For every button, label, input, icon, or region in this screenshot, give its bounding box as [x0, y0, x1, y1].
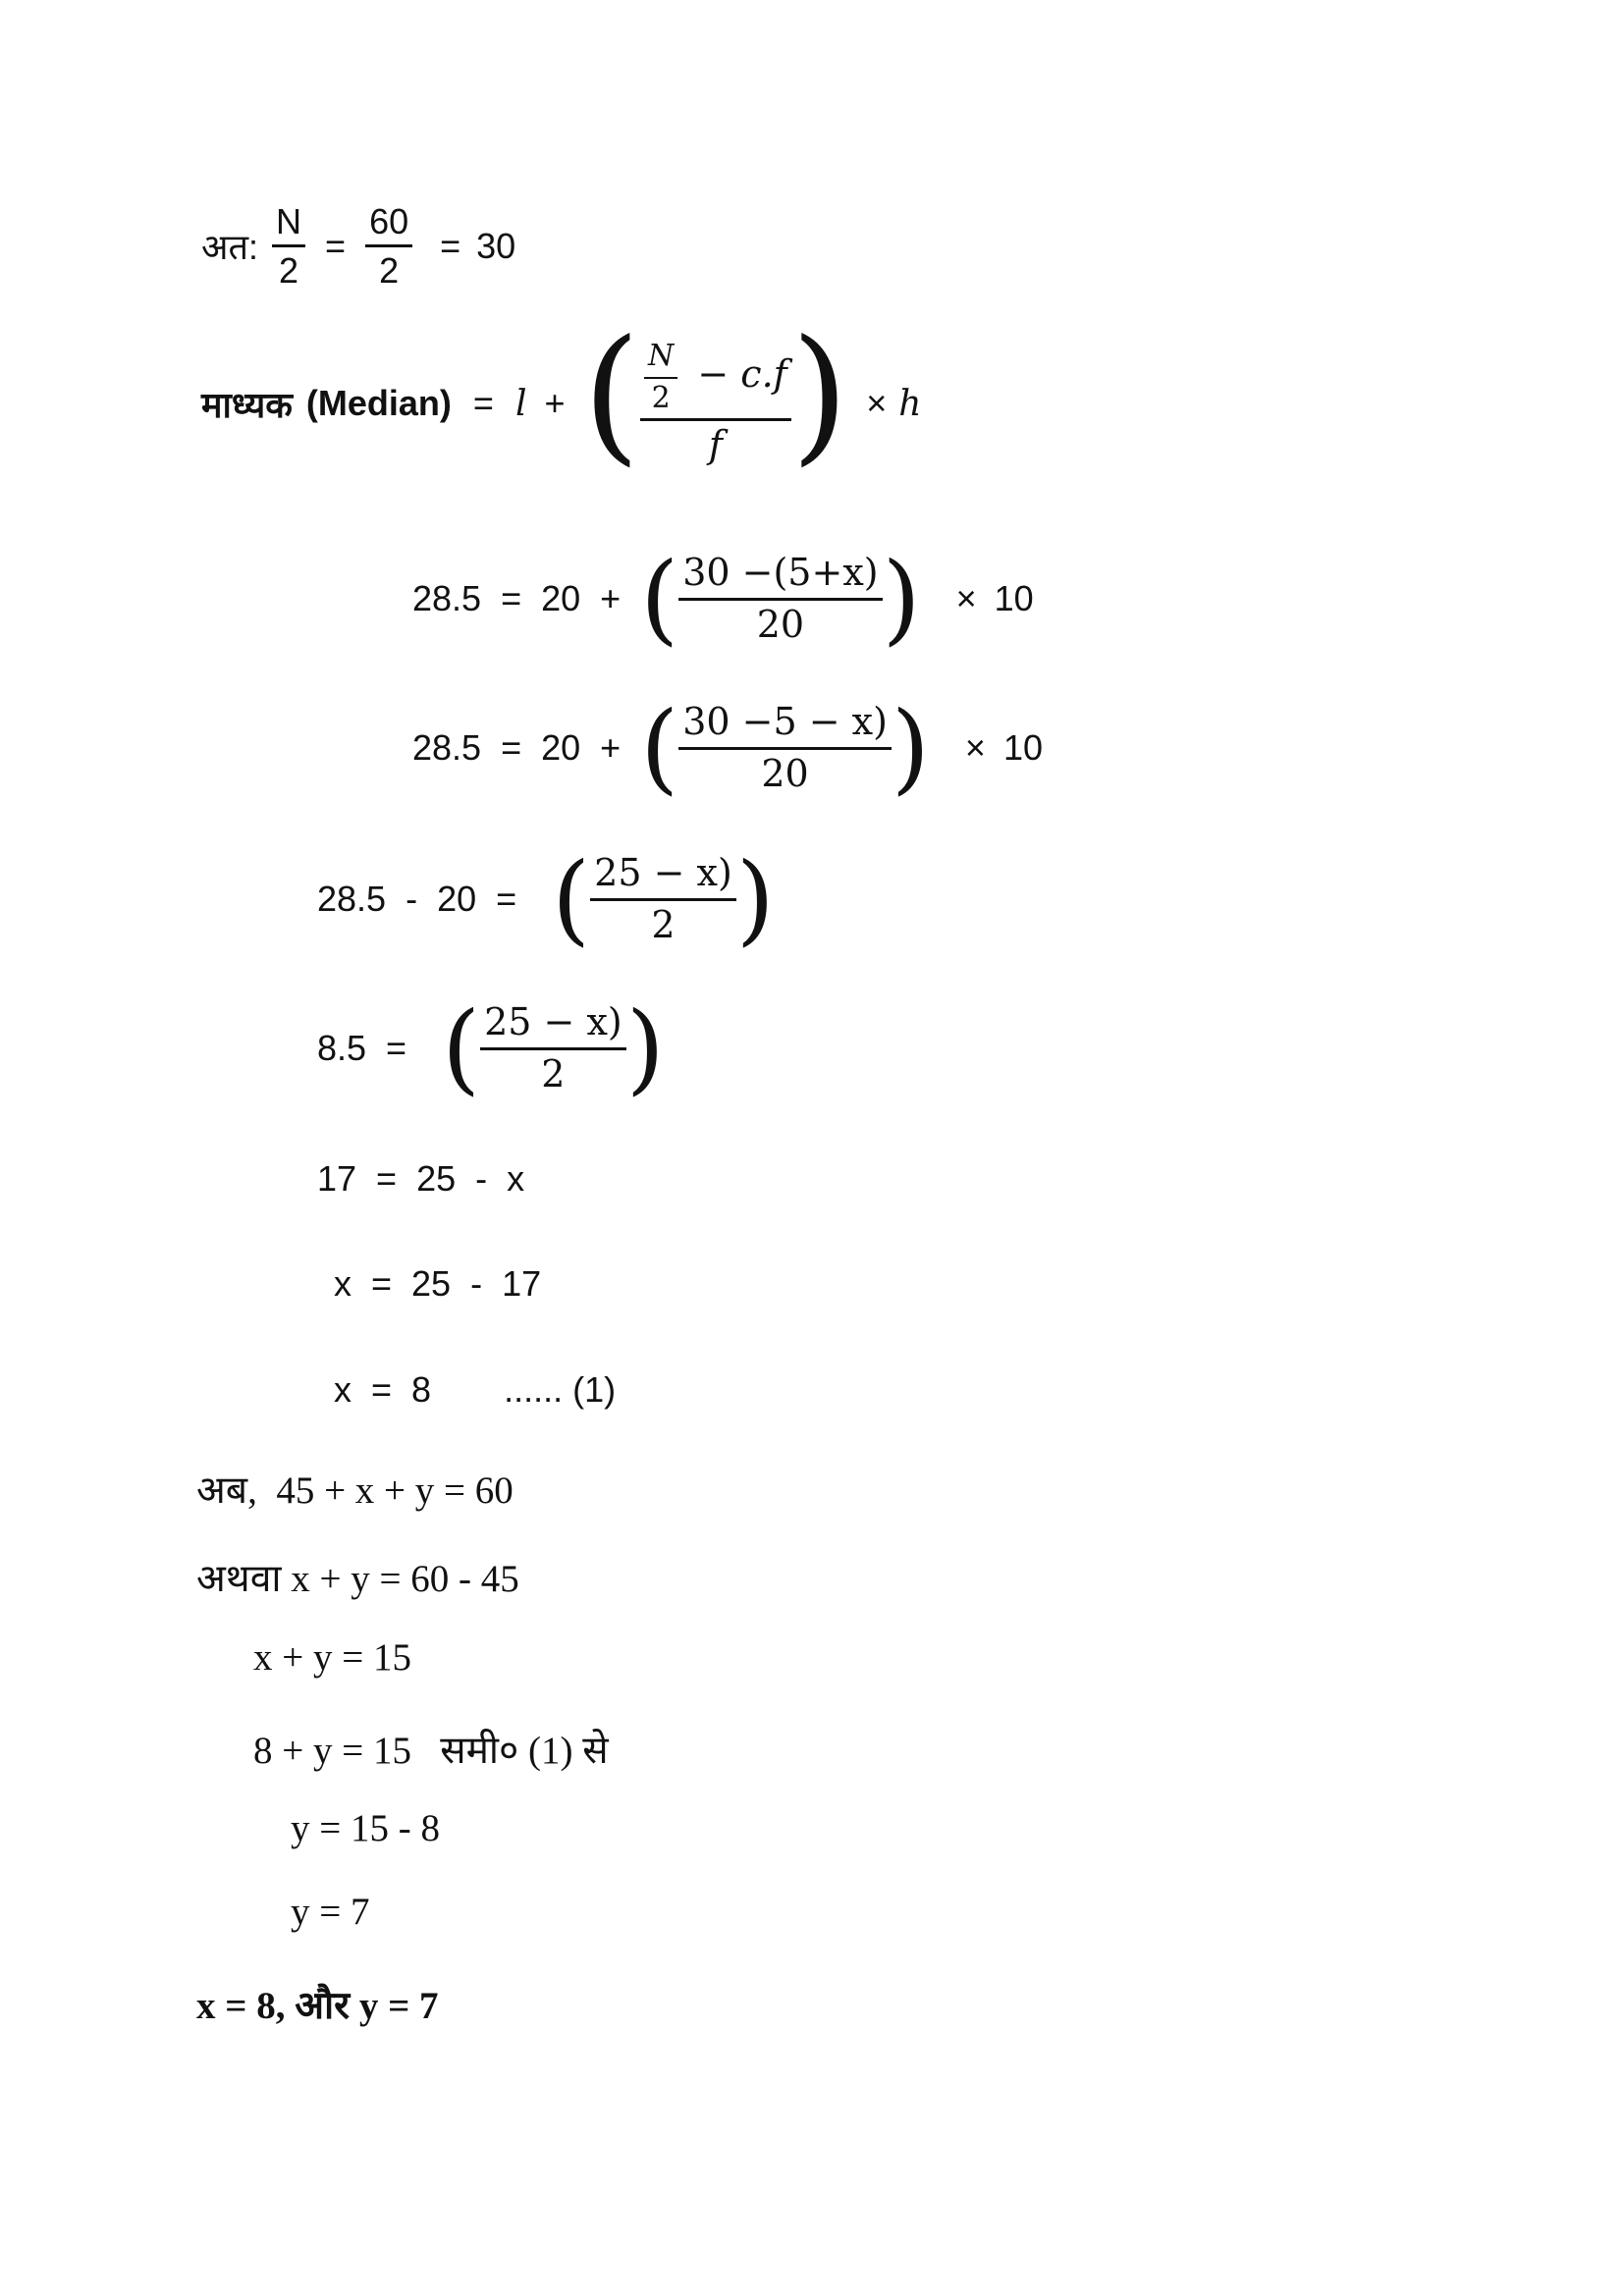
median-denominator: f: [708, 423, 723, 467]
symbol-h: h: [898, 383, 922, 424]
equation-x-8: x = 8 ...... (1): [334, 1369, 617, 1410]
median-label-hindi: माध्यक: [201, 384, 293, 425]
fraction-n-over-2: [272, 201, 305, 292]
step4-fraction: $\frac{25 - x)}{2}$: [480, 1001, 626, 1095]
fraction-denominator: 2: [379, 250, 400, 292]
step3-fraction: $\frac{25 - x)}{2}$: [590, 852, 736, 946]
equation-x-plus-y-15: x + y = 15: [253, 1636, 411, 1679]
right-paren: ): [790, 309, 849, 480]
equation-x-25-17: x = 25 - 17: [334, 1263, 542, 1304]
fraction-60-over-2: [365, 201, 412, 292]
equation-y-7: y = 7: [291, 1891, 370, 1933]
substitution-step-1: 28.5 = 20 + ( $\frac{30 -(5+x)}{20}$ ) × 10: [412, 541, 1034, 656]
equation-half-total: अत: $\frac{N}{2}$ = $\frac{60}{2}$ = 30: [201, 201, 516, 292]
fraction-denominator: 2: [279, 250, 299, 292]
symbol-l: l: [514, 383, 527, 424]
median-fraction: [640, 340, 791, 467]
step2-fraction: $\frac{30 -5 - x)}{20}$: [678, 701, 892, 795]
result-value: 30: [476, 225, 516, 266]
prefix-ata: अत:: [201, 227, 259, 268]
equation-17: 17 = 25 - x: [317, 1158, 525, 1199]
fraction-numerator: 60: [369, 201, 409, 241]
equation-substitute: 8 + y = 15 समी० (1) से: [253, 1730, 609, 1772]
simplification-step-1: 28.5 - 20 = ( $\frac{25 - x)}{2}$ ): [317, 841, 775, 956]
median-numerator: $\frac{N}{2}$ − c.f: [640, 340, 791, 415]
fraction-numerator: N: [276, 201, 302, 241]
left-paren: (: [582, 309, 641, 480]
equation-y-15-8: y = 15 - 8: [291, 1807, 440, 1849]
median-formula: माध्यक (Median) = l + ( $\frac{N}{2}$ − c.f f ) × h: [201, 309, 922, 480]
equation-x-plus-y: अथवा x + y = 60 - 45: [196, 1558, 519, 1600]
median-label-english: (Median): [305, 383, 452, 423]
equation-sum: अब, 45 + x + y = 60: [196, 1469, 514, 1512]
final-answer: x = 8, और y = 7: [196, 1985, 439, 2027]
equation-reference: ...... (1): [504, 1369, 617, 1410]
simplification-step-2: 8.5 = ( $\frac{25 - x)}{2}$ ): [317, 990, 665, 1105]
step1-fraction: $\frac{30 -(5+x)}{20}$: [678, 552, 882, 646]
substitution-step-2: 28.5 = 20 + ( $\frac{30 -5 - x)}{20}$ ) × 10: [412, 690, 1043, 805]
